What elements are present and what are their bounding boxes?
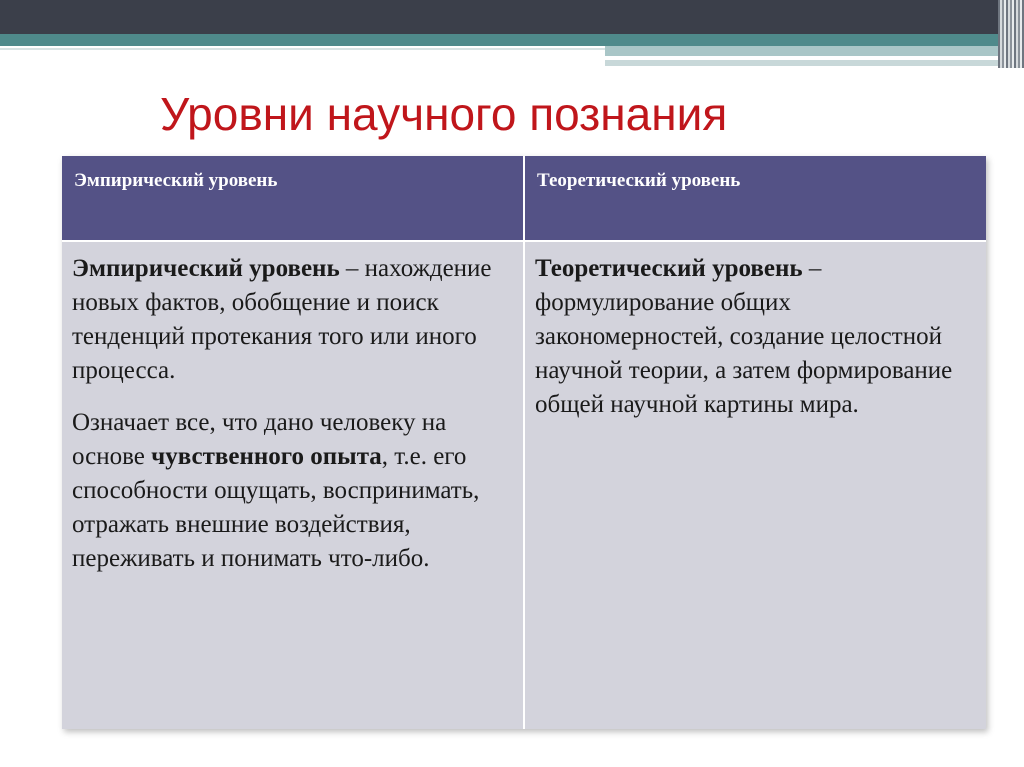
header-theoretical: Теоретический уровень xyxy=(525,156,986,240)
empirical-definition-text: нахождение новых фактов, обобщение и поиск тенденций протекания того или иного процесса. xyxy=(72,255,492,384)
empirical-explanation xyxy=(72,406,515,576)
theoretical-dash: – xyxy=(802,255,822,282)
top-band-light xyxy=(605,46,1024,56)
theoretical-definition xyxy=(535,252,978,422)
decorative-stripes xyxy=(998,0,1024,68)
empirical-explanation-start: Означает все, что дано человеку на основе xyxy=(72,409,447,470)
cell-theoretical xyxy=(525,242,986,729)
comparison-table xyxy=(62,156,986,729)
theoretical-term: Теоретический уровень xyxy=(535,255,803,282)
slide-title: Уровни научного познания xyxy=(160,88,728,140)
empirical-explanation-bold: чувственного опыта xyxy=(151,443,382,470)
header-empirical: Эмпирический уровень xyxy=(62,156,523,240)
theoretical-definition-text: формулирование общих закономерностей, создание целостной научной теории, а затем формирование общей научной картины мира. xyxy=(535,289,953,418)
cell-empirical xyxy=(62,242,523,729)
empirical-term: Эмпирический уровень xyxy=(72,255,340,282)
top-band-white-line xyxy=(605,56,950,59)
empirical-dash: – xyxy=(339,255,359,282)
top-band-line xyxy=(0,48,605,50)
top-band-teal xyxy=(0,34,1024,46)
empirical-definition xyxy=(72,252,515,388)
top-band-dark xyxy=(0,0,1024,34)
empirical-explanation-end: , т.е. его способности ощущать, воспринимать, отражать внешние воздействия, переживать и понимать что-либо. xyxy=(72,443,480,572)
top-band-light-2 xyxy=(605,60,1024,66)
